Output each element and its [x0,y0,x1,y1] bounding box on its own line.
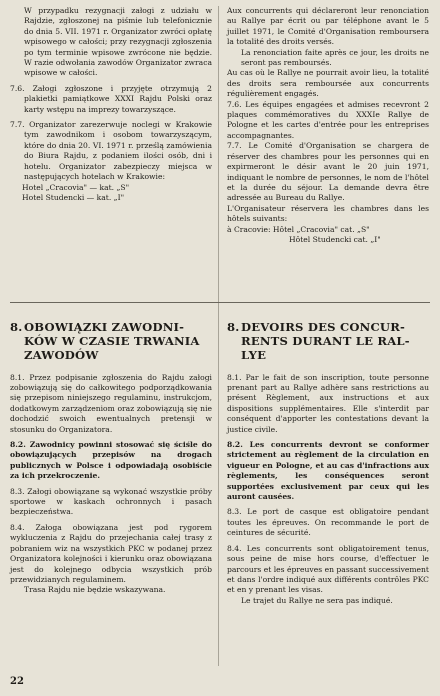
hotel-line-2-pl: Hotel Studencki — kat. „I" [22,192,125,202]
paragraph-8-3-fr: 8.3. Le port de casque est obligatoire pendant toutes les épreuves. On recommande le port de ceintures de sécurité. [227,507,429,538]
paragraph-withdrawal-pl: W przypadku rezygnacji załogi z udziału w Rajdzie, zgłoszonej na piśmie lub telefonicznie do dnia 5. VII. 1971 r. Organizator zwróci opłatę wpisowego w całości; przy rezygnacji zgłoszenia po tym terminie wpisowe zwrócone nie będzie. W razie odwołania zawodów Organizator zwraca wpisowe w całości. [24,6,212,78]
left-top-column [10,6,212,203]
paragraph-renonciation-fr: La renonciation faite après ce jour, les droits ne seront pas remboursés. [241,47,429,68]
paragraph-8-1-pl: 8.1. Przez podpisanie zgłoszenia do Rajdu załogi zobowiązują się do całkowitego podporządkowania się przepisom niniejszego regulaminu, instrukcjom, dodatkowym zarządzeniom oraz zobowiązują się nie dochodzić swoich ewentualnych pretensji w stosunku do Organizatora. [10,372,212,434]
paragraph-annulation-fr: Au cas où le Rallye ne pourrait avoir lieu, la totalité des droits sera remboursée aux concurrents régulièrement engagés. [227,68,429,99]
paragraph-8-2-pl: 8.2. Zawodnicy powinni stosować się ściśle do obowiązujących przepisów na drogach publicznych w Polsce i odpowiadają osobiście za ich przekroczenie. [10,440,212,481]
paragraph-route-pl: Trasa Rajdu nie będzie wskazywana. [24,585,166,595]
page-number: 22 [10,676,24,687]
paragraph-withdrawal-fr: Aux concurrents qui déclareront leur renonciation au Rallye par écrit ou par téléphone avant le 5 juillet 1971, le Comité d'Organisation remboursera la totalité des droits versés. [227,6,429,47]
section-number-pl: 8. [10,320,23,334]
section-heading-fr [227,320,429,363]
section-heading-pl-line2: KÓW W CZASIE TRWANIA [24,334,200,349]
section-heading-fr-line1: DEVOIRS DES CONCUR- [241,320,406,334]
hotel-line-1-pl: Hotel „Cracovia" — kat. „S" [22,182,130,192]
section-heading-fr-line3: LYE [241,348,267,363]
paragraph-7-7-pl: 7.7. Organizator zarezerwuje noclegi w Krakowie tym zawodnikom i osobom towarzyszącym, które do dnia 20. VI. 1971 r. prześlą zamówienia do Biura Rajdu, z podaniem ilości osób, dni i hotelu. Organizator zabezpieczy miejsca w następujących hotelach w Krakowie: [10,120,212,182]
section-heading-pl [10,320,212,363]
section-heading-pl-line1: OBOWIĄZKI ZAWODNI- [24,320,185,334]
section-heading-fr-line2: RENTS DURANT LE RAL- [241,334,410,349]
right-bottom-column [227,312,429,611]
section-divider [10,302,430,303]
paragraph-hotels-intro-fr: L'Organisateur réservera les chambres dans les hôtels suivants: [227,203,429,224]
paragraph-7-6-fr: 7.6. Les équipes engagées et admises recevront 2 plaques commémoratives du XXXIe Rallye de Pologne et les cartes d'entrée pour les entreprises accompagnantes. [227,99,429,140]
paragraph-route-fr: Le trajet du Rallye ne sera pas indiqué. [241,595,393,605]
left-bottom-column [10,312,212,601]
right-top-column [227,6,429,245]
paragraph-8-4-fr: 8.4. Les concurrents sont obligatoirement tenus, sous peine de mise hors course, d'effectuer le parcours et les épreuves en passant successivement et dans l'ordre indiqué aux différents contrôles PKC et en y prenant les visas. [227,543,429,595]
paragraph-8-4-pl: 8.4. Załoga obowiązana jest pod rygorem wykluczenia z Rajdu do przejechania całej trasy z pobraniem wiz na wszystkich PKC w podanej przez Organizatora kolejności i kierunku oraz obowiązana jest do kolejnego odbycia wszystkich prób przewidzianych regulaminem. [10,522,212,584]
paragraph-7-7-fr: 7.7. Le Comité d'Organisation se chargera de réserver des chambres pour les personnes qui en expirmeront le désir avant le 20 juin 1971, indiquant le nombre de personnes, le nom de l'hôtel et la durée du séjour. La demande devra être adressée au Bureau du Rallye. [227,141,429,203]
section-number-fr: 8. [227,320,240,334]
paragraph-8-3-pl: 8.3. Załogi obowiązane są wykonać wszystkie próby sportowe w kaskach ochronnych i pasach bezpieczeństwa. [10,486,212,517]
paragraph-8-2-fr: 8.2. Les concurrents devront se conformer strictement au règlement de la circulation en vigueur en Pologne, et au cas d'infractions aux règlements, les conséquences seront supportées exclusivement par ceux qui les auront causées. [227,440,429,502]
hotel-line-2-fr: Hôtel Studencki cat. „I" [289,234,381,244]
hotel-line-1-fr: à Cracovie: Hôtel „Cracovia" cat. „S" [227,224,370,234]
paragraph-8-1-fr: 8.1. Par le fait de son inscription, toute personne prenant part au Rallye adhère sans restrictions au présent Règlement, aux instructions et aux dispositions supplémentaires. Elle s'interdit par conséquent d'apporter les contestations devant la justice civile. [227,372,429,434]
column-divider [218,6,219,666]
paragraph-7-6-pl: 7.6. Załogi zgłoszone i przyjęte otrzymują 2 plakietki pamiątkowe XXXI Rajdu Polski oraz karty wstępu na imprezy towarzyszące. [10,83,212,114]
section-heading-pl-line3: ZAWODÓW [24,348,99,363]
